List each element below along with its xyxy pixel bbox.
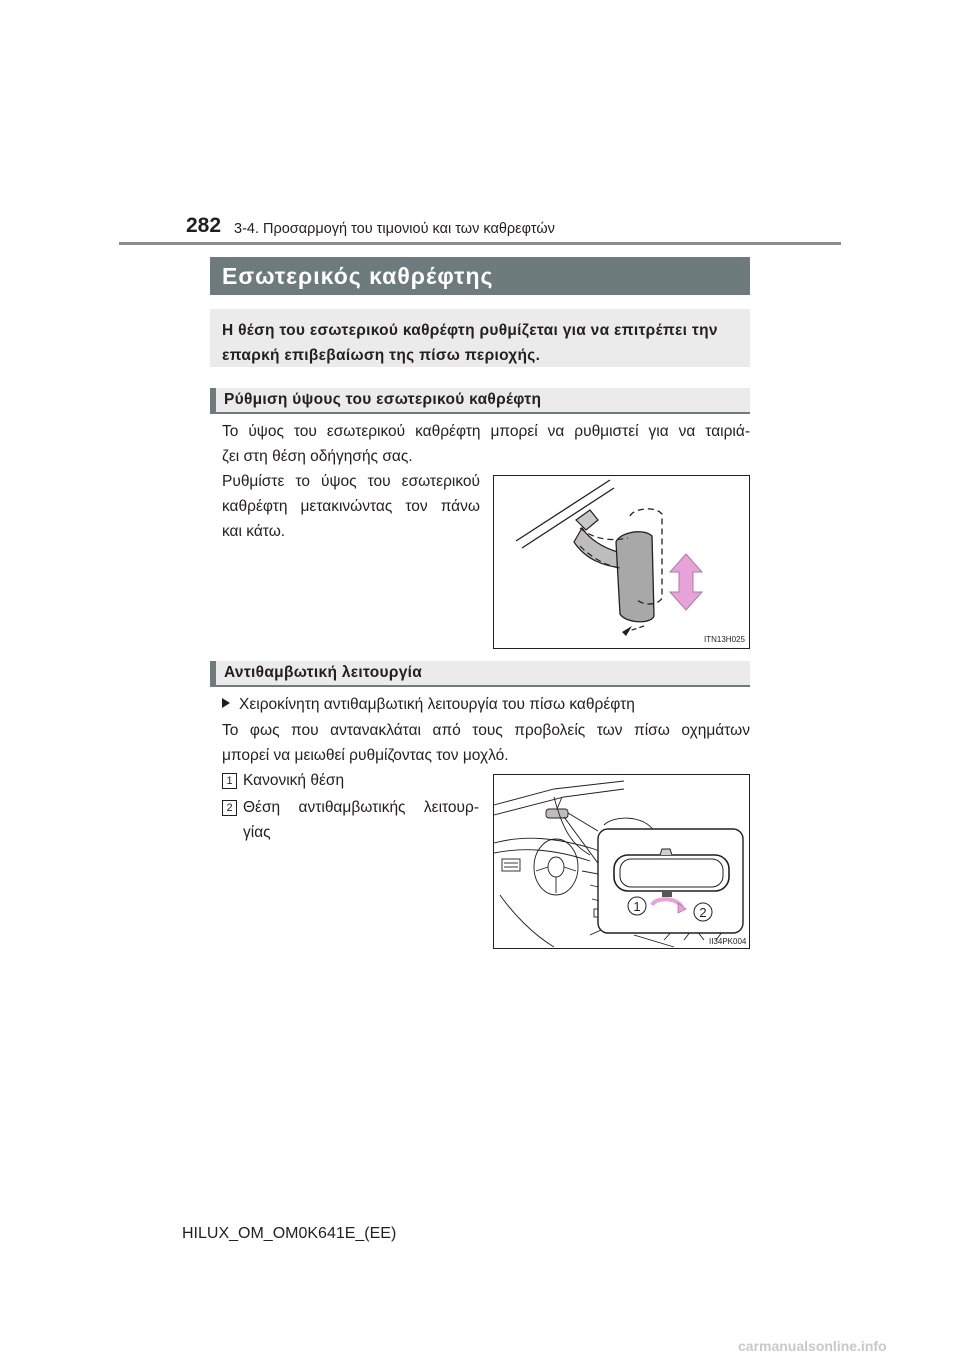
chapter-title: 3-4. Προσαρμογή του τιμονιού και των καθρεφτών [234,221,555,237]
page-number: 282 [186,214,222,237]
anti-glare-para-line1: Το φως που αντανακλάται από τους προβολείς των πίσω οχημάτων [222,722,750,739]
anti-glare-bullet-text: Χειροκίνητη αντιθαμβωτική λειτουργία του πίσω καθρέφτη [239,696,635,713]
item-number-1: 1 [222,773,237,789]
cabin-illustration [494,775,749,948]
intro-box [210,309,750,367]
height-para1-line1: Το ύψος του εσωτερικού καθρέφτη μπορεί να ρυθμιστεί για να ταιριά- [222,423,750,440]
callout-2: 2 [699,905,707,920]
height-para2-line1: Ρυθμίστε το ύψος του εσωτερικού [222,473,480,490]
anti-glare-paragraph [222,718,750,768]
item-label-2-line2: γίας [243,824,271,841]
header-divider [119,242,841,245]
anti-glare-bullet [222,692,750,717]
callout-1: 1 [633,899,641,914]
item-label-1: Κανονική θέση [243,772,345,789]
figure-code-2: II34PK004 [709,937,747,946]
item-number-2: 2 [222,800,237,816]
intro-line-1: Η θέση του εσωτερικού καθρέφτη ρυθμίζεται για να επιτρέπει την [222,322,718,339]
figure-code-1: ITN13H025 [704,635,745,644]
mirror-height-illustration [494,476,749,648]
bullet-arrow-icon [222,698,230,708]
document-code: HILUX_OM_OM0K641E_(EE) [182,1225,397,1242]
anti-glare-heading: Αντιθαμβωτική λειτουργία [210,661,750,687]
watermark: carmanualsonline.info [738,1338,887,1354]
item-label-2 [243,795,479,845]
anti-glare-figure [493,774,750,949]
up-down-arrow-icon [670,554,702,610]
height-para1-line2: ζει στη θέση οδήγησής σας. [222,448,413,465]
height-adjust-paragraph-2 [222,469,480,544]
height-adjust-heading: Ρύθμιση ύψους του εσωτερικού καθρέφτη [210,388,750,414]
height-adjust-paragraph-1 [222,419,750,469]
anti-glare-para-line2: μπορεί να μειωθεί ρυθμίζοντας τον μοχλό. [222,747,509,764]
item-label-2-line1: Θέση αντιθαμβωτικής λειτουρ- [243,799,479,816]
intro-line-2: επαρκή επιβεβαίωση της πίσω περιοχής. [222,347,541,364]
mirror-height-figure [493,475,750,649]
height-para2-line2: καθρέφτη μετακινώντας τον πάνω [222,498,480,515]
section-title: Εσωτερικός καθρέφτης [210,257,750,295]
height-para2-line3: και κάτω. [222,523,286,540]
